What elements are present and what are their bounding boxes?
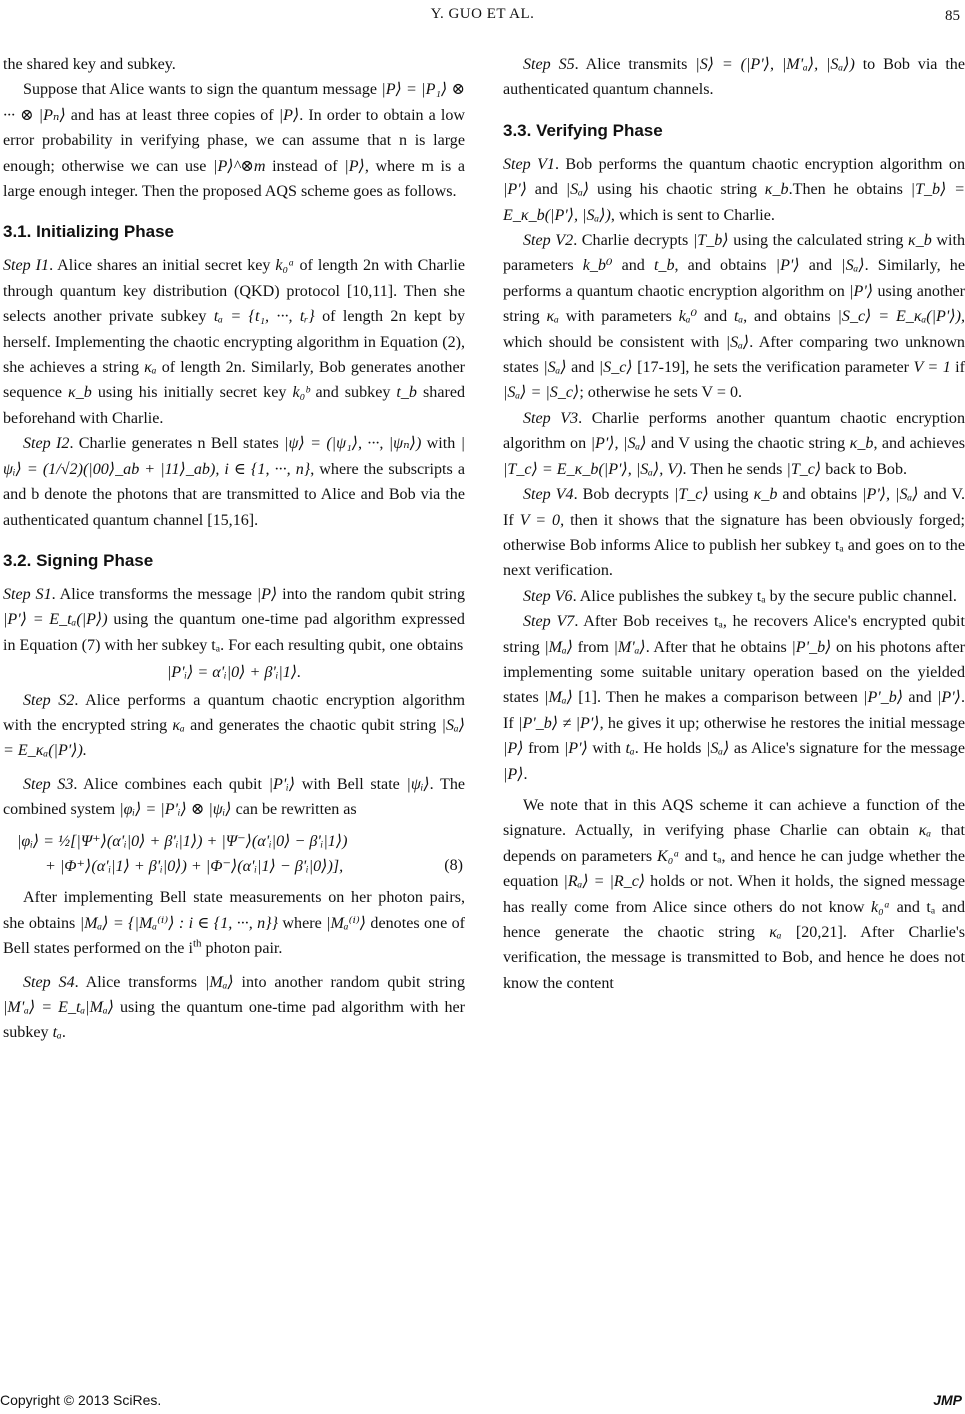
math: |P⟩: [344, 157, 365, 175]
journal-abbrev: JMP: [933, 1392, 962, 1408]
paragraph: Suppose that Alice wants to sign the quantum message |P⟩ = |P₁⟩ ⊗ ··· ⊗ |Pₙ⟩ and has at least three copies of |P⟩. In order to obtain a low error probability in verifying phase, we can assume that n is large enough; otherwise we can use |P⟩^⊗m instead of |P⟩, where m is a large enough integer. Then the proposed AQS scheme goes as follows.: [3, 81, 466, 201]
paragraph: We note that in this AQS scheme it can achieve a function of the signature. Actually, in verifying phase Charlie can obtain κₐ that depends on parameters K₀ᵃ and tₐ, and hence he can judge whether the equation |Rₐ⟩ = |R_c⟩ holds or not. When it holds, the signed message has really come from Alice since others do not know k₀ᵃ and tₐ and hence generate the chaotic string κₐ [20,21]. After Charlie's verification, the message is transmitted to Bob, and hence he does not know the content: [503, 796, 965, 992]
paragraph: Step S3. Alice combines each qubit |P'ᵢ⟩ with Bell state |ψᵢ⟩. The combined system |φᵢ⟩ = |P'ᵢ⟩ ⊗ |ψᵢ⟩ can be rewritten as: [3, 775, 466, 819]
running-head: Y. GUO ET AL.: [430, 6, 535, 22]
equation-line: + |Φ⁺⟩(α'ᵢ|1⟩ + β'ᵢ|0⟩) + |Φ⁻⟩(α'ᵢ|1⟩ − β'ᵢ|0⟩)],: [45, 857, 344, 875]
equation-line: |φᵢ⟩ = ½[|Ψ⁺⟩(α'ᵢ|0⟩ + β'ᵢ|1⟩) + |Ψ⁻⟩(α'ᵢ|0⟩ − β'ᵢ|1⟩): [17, 832, 348, 850]
paragraph: After implementing Bell state measurements on her photon pairs, she obtains |Mₐ⟩ = {|Mₐ⁽ⁱ⁾⟩ : i ∈ {1, ···, n}} where |Mₐ⁽ⁱ⁾⟩ denotes one of Bell states performed on the $i^{th}$ photon pair.: [3, 889, 465, 958]
math: |P⟩ = |P₁⟩ ⊗ ··· ⊗ |Pₙ⟩: [3, 81, 466, 124]
equation-8: [3, 829, 465, 880]
paragraph: Step S2. Alice performs a quantum chaotic encryption algorithm with the encrypted string κₐ and generates the chaotic qubit string |Sₐ⟩ = E_κₐ(|P'⟩).: [3, 691, 466, 760]
equation: |P'ᵢ⟩ = α'ᵢ|0⟩ + β'ᵢ|1⟩.: [166, 664, 302, 682]
section-heading: 3.3. Verifying Phase: [503, 120, 663, 140]
paragraph: Step V2. Charlie decrypts |T_b⟩ using the calculated string κ_b with parameters k_b⁰ and t_b, and obtains |P'⟩ and |Sₐ⟩. Similarly, he performs a quantum chaotic encryption algorithm on |P'⟩ using another string κₐ with parameters kₐ⁰ and tₐ, and obtains |S_c⟩ = E_κₐ(|P'⟩), which should be consistent with |Sₐ⟩. After comparing two unknown states |Sₐ⟩ and |S_c⟩ [17-19], he sets the verification parameter V = 1 if |Sₐ⟩ = |S_c⟩; otherwise he sets V = 0.: [503, 232, 965, 402]
paragraph: Step I1. Alice shares an initial secret key k₀ᵃ of length 2n with Charlie through quantum key distribution (QKD) protocol [10,11]. Then she selects another private subkey tₐ = {t₁, ···, tᵣ} of length 2n kept by herself. Implementing the chaotic encrypting algorithm in Equation (2), she achieves a string κₐ of length 2n. Similarly, Bob generates another sequence κ_b using his initially secret key k₀ᵇ and subkey t_b shared beforehand with Charlie.: [3, 257, 466, 427]
math: |P⟩^⊗m: [213, 157, 266, 175]
paragraph: Step S4. Alice transforms |Mₐ⟩ into another random qubit string |M'ₐ⟩ = E_tₐ|Mₐ⟩ using the quantum one-time pad algorithm with her subkey tₐ.: [3, 973, 466, 1042]
page-number: 85: [945, 8, 960, 24]
right-column: [503, 52, 965, 996]
paragraph: Step V6. Alice publishes the subkey tₐ by the secure public channel.: [523, 587, 957, 605]
copyright: Copyright © 2013 SciRes.: [0, 1392, 162, 1408]
math: |P⟩: [278, 106, 300, 124]
running-header: [0, 4, 965, 30]
section-heading: 3.1. Initializing Phase: [3, 222, 174, 242]
paragraph: Step V7. After Bob receives tₐ, he recovers Alice's encrypted qubit string |Mₐ⟩ from |M'ₐ⟩. After that he obtains |P'_b⟩ on his photons after implementing some suitable unitary operation based on the yielded states |Mₐ⟩ [1]. Then he makes a comparison between |P'_b⟩ and |P'⟩. If |P'_b⟩ ≠ |P'⟩, he gives it up; otherwise he restores the initial message |P⟩ from |P'⟩ with tₐ. He holds |Sₐ⟩ as Alice's signature for the message |P⟩.: [503, 613, 965, 783]
section-heading: 3.2. Signing Phase: [3, 550, 154, 570]
paragraph: Step S1. Alice transforms the message |P⟩ into the random qubit string |P'⟩ = E_tₐ(|P⟩) using the quantum one-time pad algorithm expressed in Equation (7) with her subkey tₐ. For each resulting qubit, one obtains: [3, 585, 465, 654]
paragraph: Step S5. Alice transmits |S⟩ = (|P'⟩, |M'ₐ⟩, |Sₐ⟩) to Bob via the authenticated quantum channels.: [503, 56, 965, 99]
paragraph: Step V1. Bob performs the quantum chaotic encryption algorithm on |P'⟩ and |Sₐ⟩ using his chaotic string κ_b.Then he obtains |T_b⟩ = E_κ_b(|P'⟩, |Sₐ⟩), which is sent to Charlie.: [503, 155, 965, 224]
paragraph: Step I2. Charlie generates n Bell states |ψ⟩ = (|ψ₁⟩, ···, |ψₙ⟩) with |ψᵢ⟩ = (1/√2)(|00⟩_ab + |11⟩_ab), i ∈ {1, ···, n}, where the subscripts a and b denote the photons that are transmitted to Alice and Bob via the authenticated quantum channel [15,16].: [3, 435, 465, 529]
left-column: [3, 52, 465, 1046]
paragraph: Step V3. Charlie performs another quantum chaotic encryption algorithm on |P'⟩, |Sₐ⟩ and V using the chaotic string κ_b, and achieves |T_c⟩ = E_κ_b(|P'⟩, |Sₐ⟩, V). Then he sends |T_c⟩ back to Bob.: [503, 409, 965, 478]
paragraph: the shared key and subkey.: [3, 56, 176, 73]
paragraph: Step V4. Bob decrypts |T_c⟩ using κ_b and obtains |P'⟩, |Sₐ⟩ and V. If V = 0, then it shows that the signature has been obviously forged; otherwise Bob informs Alice to publish her subkey tₐ and goes on to the next verification.: [503, 486, 965, 580]
equation-number: (8): [444, 856, 463, 874]
